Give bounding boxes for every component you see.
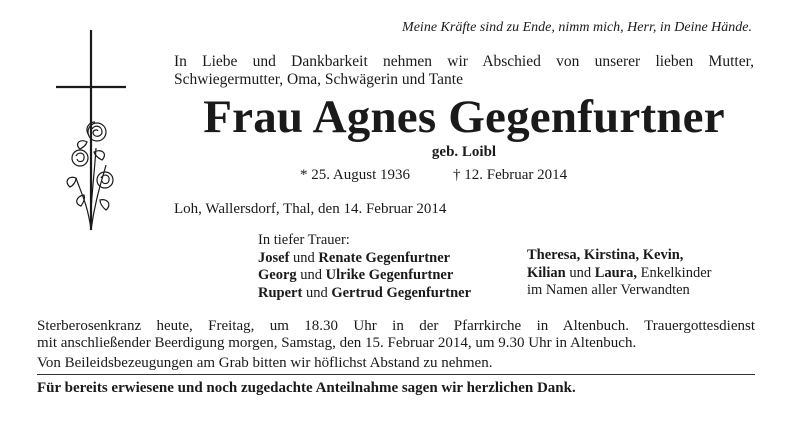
- grandchildren-line-1: Theresa, Kirstina, Kevin,: [527, 247, 684, 263]
- funeral-line-1: Sterberosenkranz heute, Freitag, um 18.30 Uhr in der Pfarrkirche in Altenbuch. Trauergottesdienst: [37, 318, 755, 334]
- funeral-details: [37, 318, 755, 352]
- mourner-row: Josef und Renate Gegenfurtner: [258, 249, 451, 266]
- condolences-note: Von Beileidsbezeugungen am Grab bitten wir höflichst Abstand zu nehmen.: [37, 355, 493, 371]
- mourners-list: [258, 232, 471, 302]
- grandchildren-line-2: Kilian und Laura, Enkelkinder: [527, 264, 712, 281]
- intro-line-1: In Liebe und Dankbarkeit nehmen wir Abschied von unserer lieben Mutter,: [174, 53, 754, 70]
- maiden-name: geb. Loibl: [431, 144, 497, 160]
- thanks-line: Für bereits erwiesene und noch zugedachte Anteilnahme sagen wir herzlichen Dank.: [37, 380, 576, 396]
- birth-date: * 25. August 1936: [300, 167, 411, 183]
- cross-with-roses-icon: [40, 30, 140, 235]
- deceased-name: Frau Agnes Gegenfurtner: [203, 91, 725, 143]
- death-date: † 12. Februar 2014: [453, 167, 568, 183]
- motto: Meine Kräfte sind zu Ende, nimm mich, Herr, in Deine Hände.: [402, 20, 752, 35]
- intro-line-2: Schwiegermutter, Oma, Schwägerin und Tante: [174, 71, 463, 88]
- mourner-row: Rupert und Gertrud Gegenfurtner: [258, 284, 472, 301]
- mourners-heading: In tiefer Trauer:: [258, 232, 350, 248]
- place-and-date: Loh, Wallersdorf, Thal, den 14. Februar 2014: [174, 201, 447, 217]
- grandchildren-list: [527, 247, 711, 300]
- divider: [37, 374, 755, 375]
- mourner-row: Georg und Ulrike Gegenfurtner: [258, 267, 454, 283]
- funeral-line-2: mit anschließender Beerdigung morgen, Samstag, den 15. Februar 2014, um 9.30 Uhr in Altenbuch.: [37, 335, 637, 351]
- relatives-line: im Namen aller Verwandten: [527, 282, 690, 298]
- intro-text: [174, 53, 754, 89]
